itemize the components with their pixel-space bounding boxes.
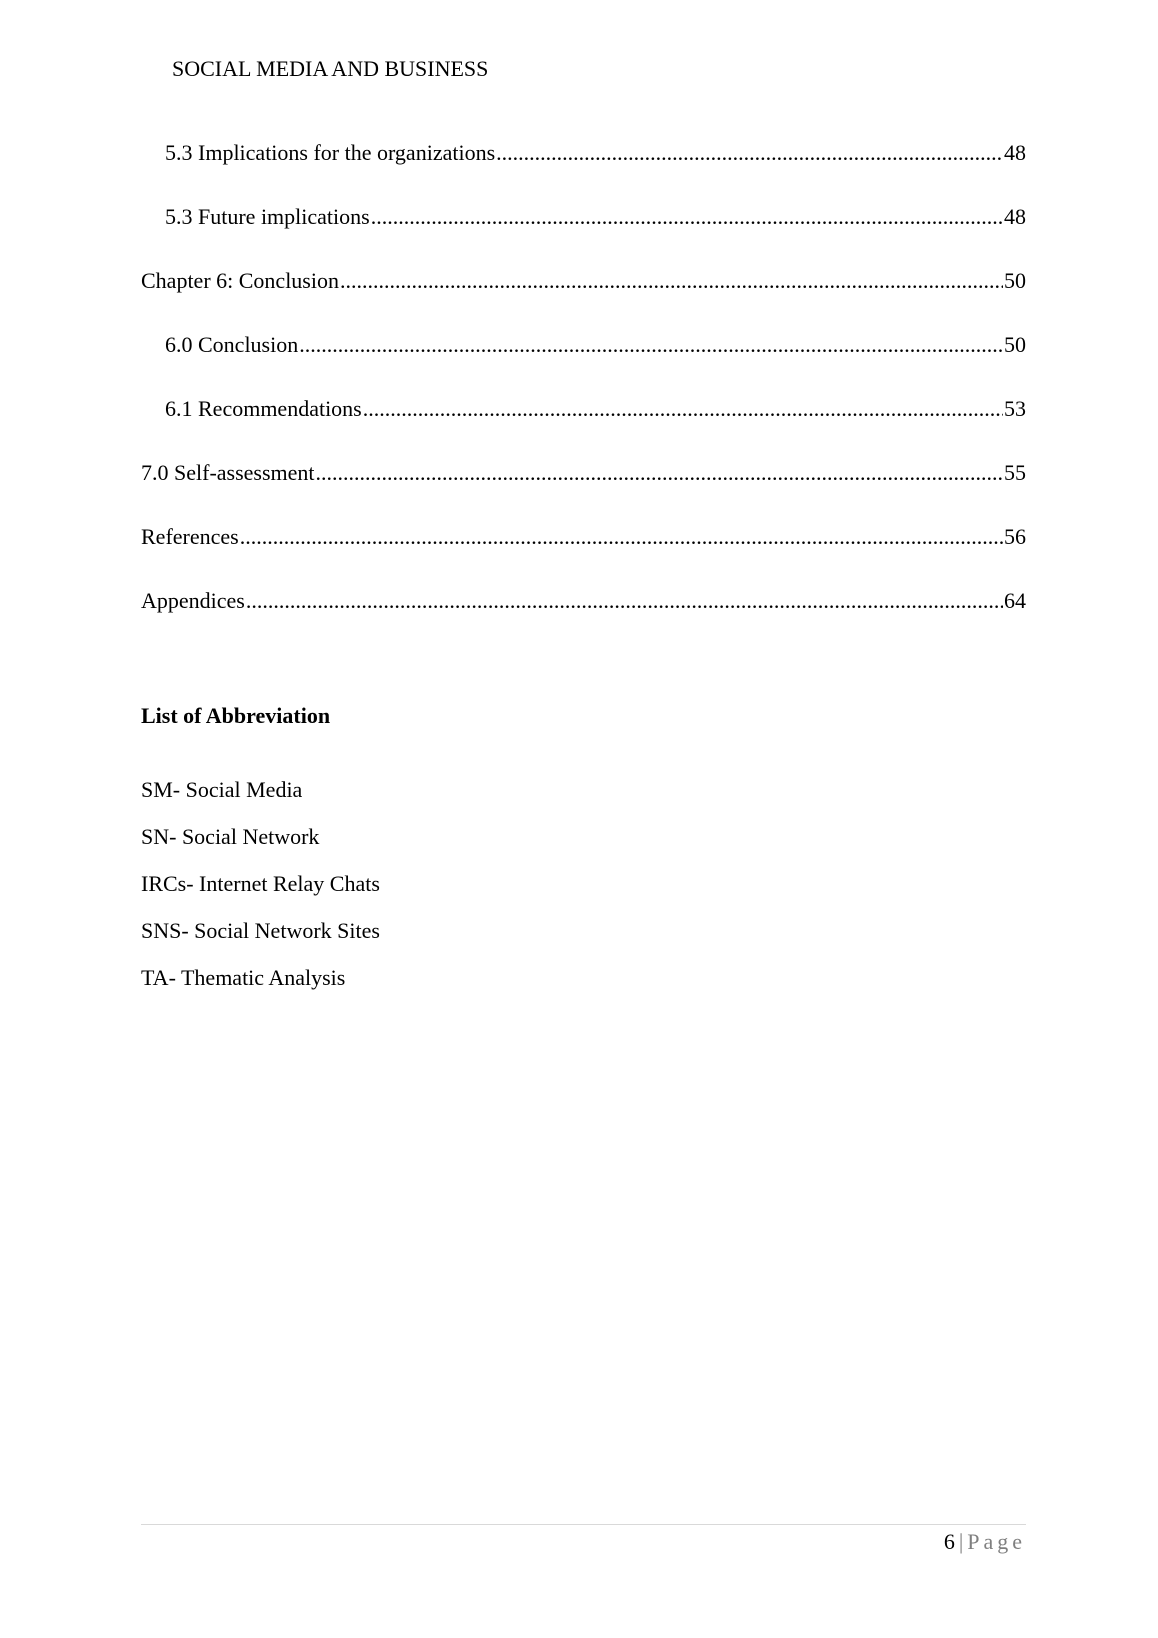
abbreviation-item: SN- Social Network: [141, 824, 320, 849]
toc-entry-label: Appendices: [141, 588, 245, 613]
toc-dot-leader: [316, 458, 1003, 488]
toc-entry-page: 56: [1004, 524, 1026, 549]
table-of-contents: [141, 138, 1026, 650]
toc-entry-page: 50: [1004, 268, 1026, 293]
toc-entry-label: 5.3 Future implications: [165, 204, 370, 229]
toc-dot-leader: [340, 266, 1003, 296]
running-header: SOCIAL MEDIA AND BUSINESS: [172, 56, 489, 81]
page-number: 6: [943, 1529, 955, 1554]
abbreviation-heading: List of Abbreviation: [141, 703, 331, 728]
abbreviation-item: TA- Thematic Analysis: [141, 965, 346, 990]
toc-entry-page: 48: [1004, 140, 1026, 165]
toc-entry-label: 6.1 Recommendations: [165, 396, 362, 421]
toc-dot-leader: [496, 138, 1003, 168]
toc-entry[interactable]: [141, 522, 1026, 586]
abbreviation-item: SNS- Social Network Sites: [141, 918, 380, 943]
toc-entry[interactable]: [141, 586, 1026, 650]
toc-entry[interactable]: [141, 202, 1026, 266]
toc-entry[interactable]: [141, 138, 1026, 202]
abbreviation-item: IRCs- Internet Relay Chats: [141, 871, 380, 896]
page-label: Page: [967, 1529, 1026, 1554]
toc-dot-leader: [240, 522, 1003, 552]
toc-entry[interactable]: [141, 458, 1026, 522]
toc-dot-leader: [371, 202, 1003, 232]
footer-divider: [141, 1524, 1026, 1525]
toc-entry-page: 50: [1004, 332, 1026, 357]
toc-entry[interactable]: [141, 394, 1026, 458]
toc-entry-page: 48: [1004, 204, 1026, 229]
toc-entry-page: 53: [1004, 396, 1026, 421]
abbreviation-list: [141, 776, 380, 1011]
toc-entry-label: 5.3 Implications for the organizations: [165, 140, 496, 165]
toc-entry-label: Chapter 6: Conclusion: [141, 268, 339, 293]
abbreviation-item: SM- Social Media: [141, 777, 303, 802]
toc-entry-label: 6.0 Conclusion: [165, 332, 299, 357]
toc-entry-page: 55: [1004, 460, 1026, 485]
toc-dot-leader: [246, 586, 1003, 616]
toc-dot-leader: [299, 330, 1003, 360]
toc-dot-leader: [363, 394, 1003, 424]
toc-entry[interactable]: [141, 330, 1026, 394]
toc-entry-label: 7.0 Self-assessment: [141, 460, 315, 485]
toc-entry-label: References: [141, 524, 239, 549]
page-footer: [944, 1528, 1026, 1556]
footer-separator: |: [958, 1529, 964, 1554]
toc-entry-page: 64: [1004, 588, 1026, 613]
toc-entry[interactable]: [141, 266, 1026, 330]
